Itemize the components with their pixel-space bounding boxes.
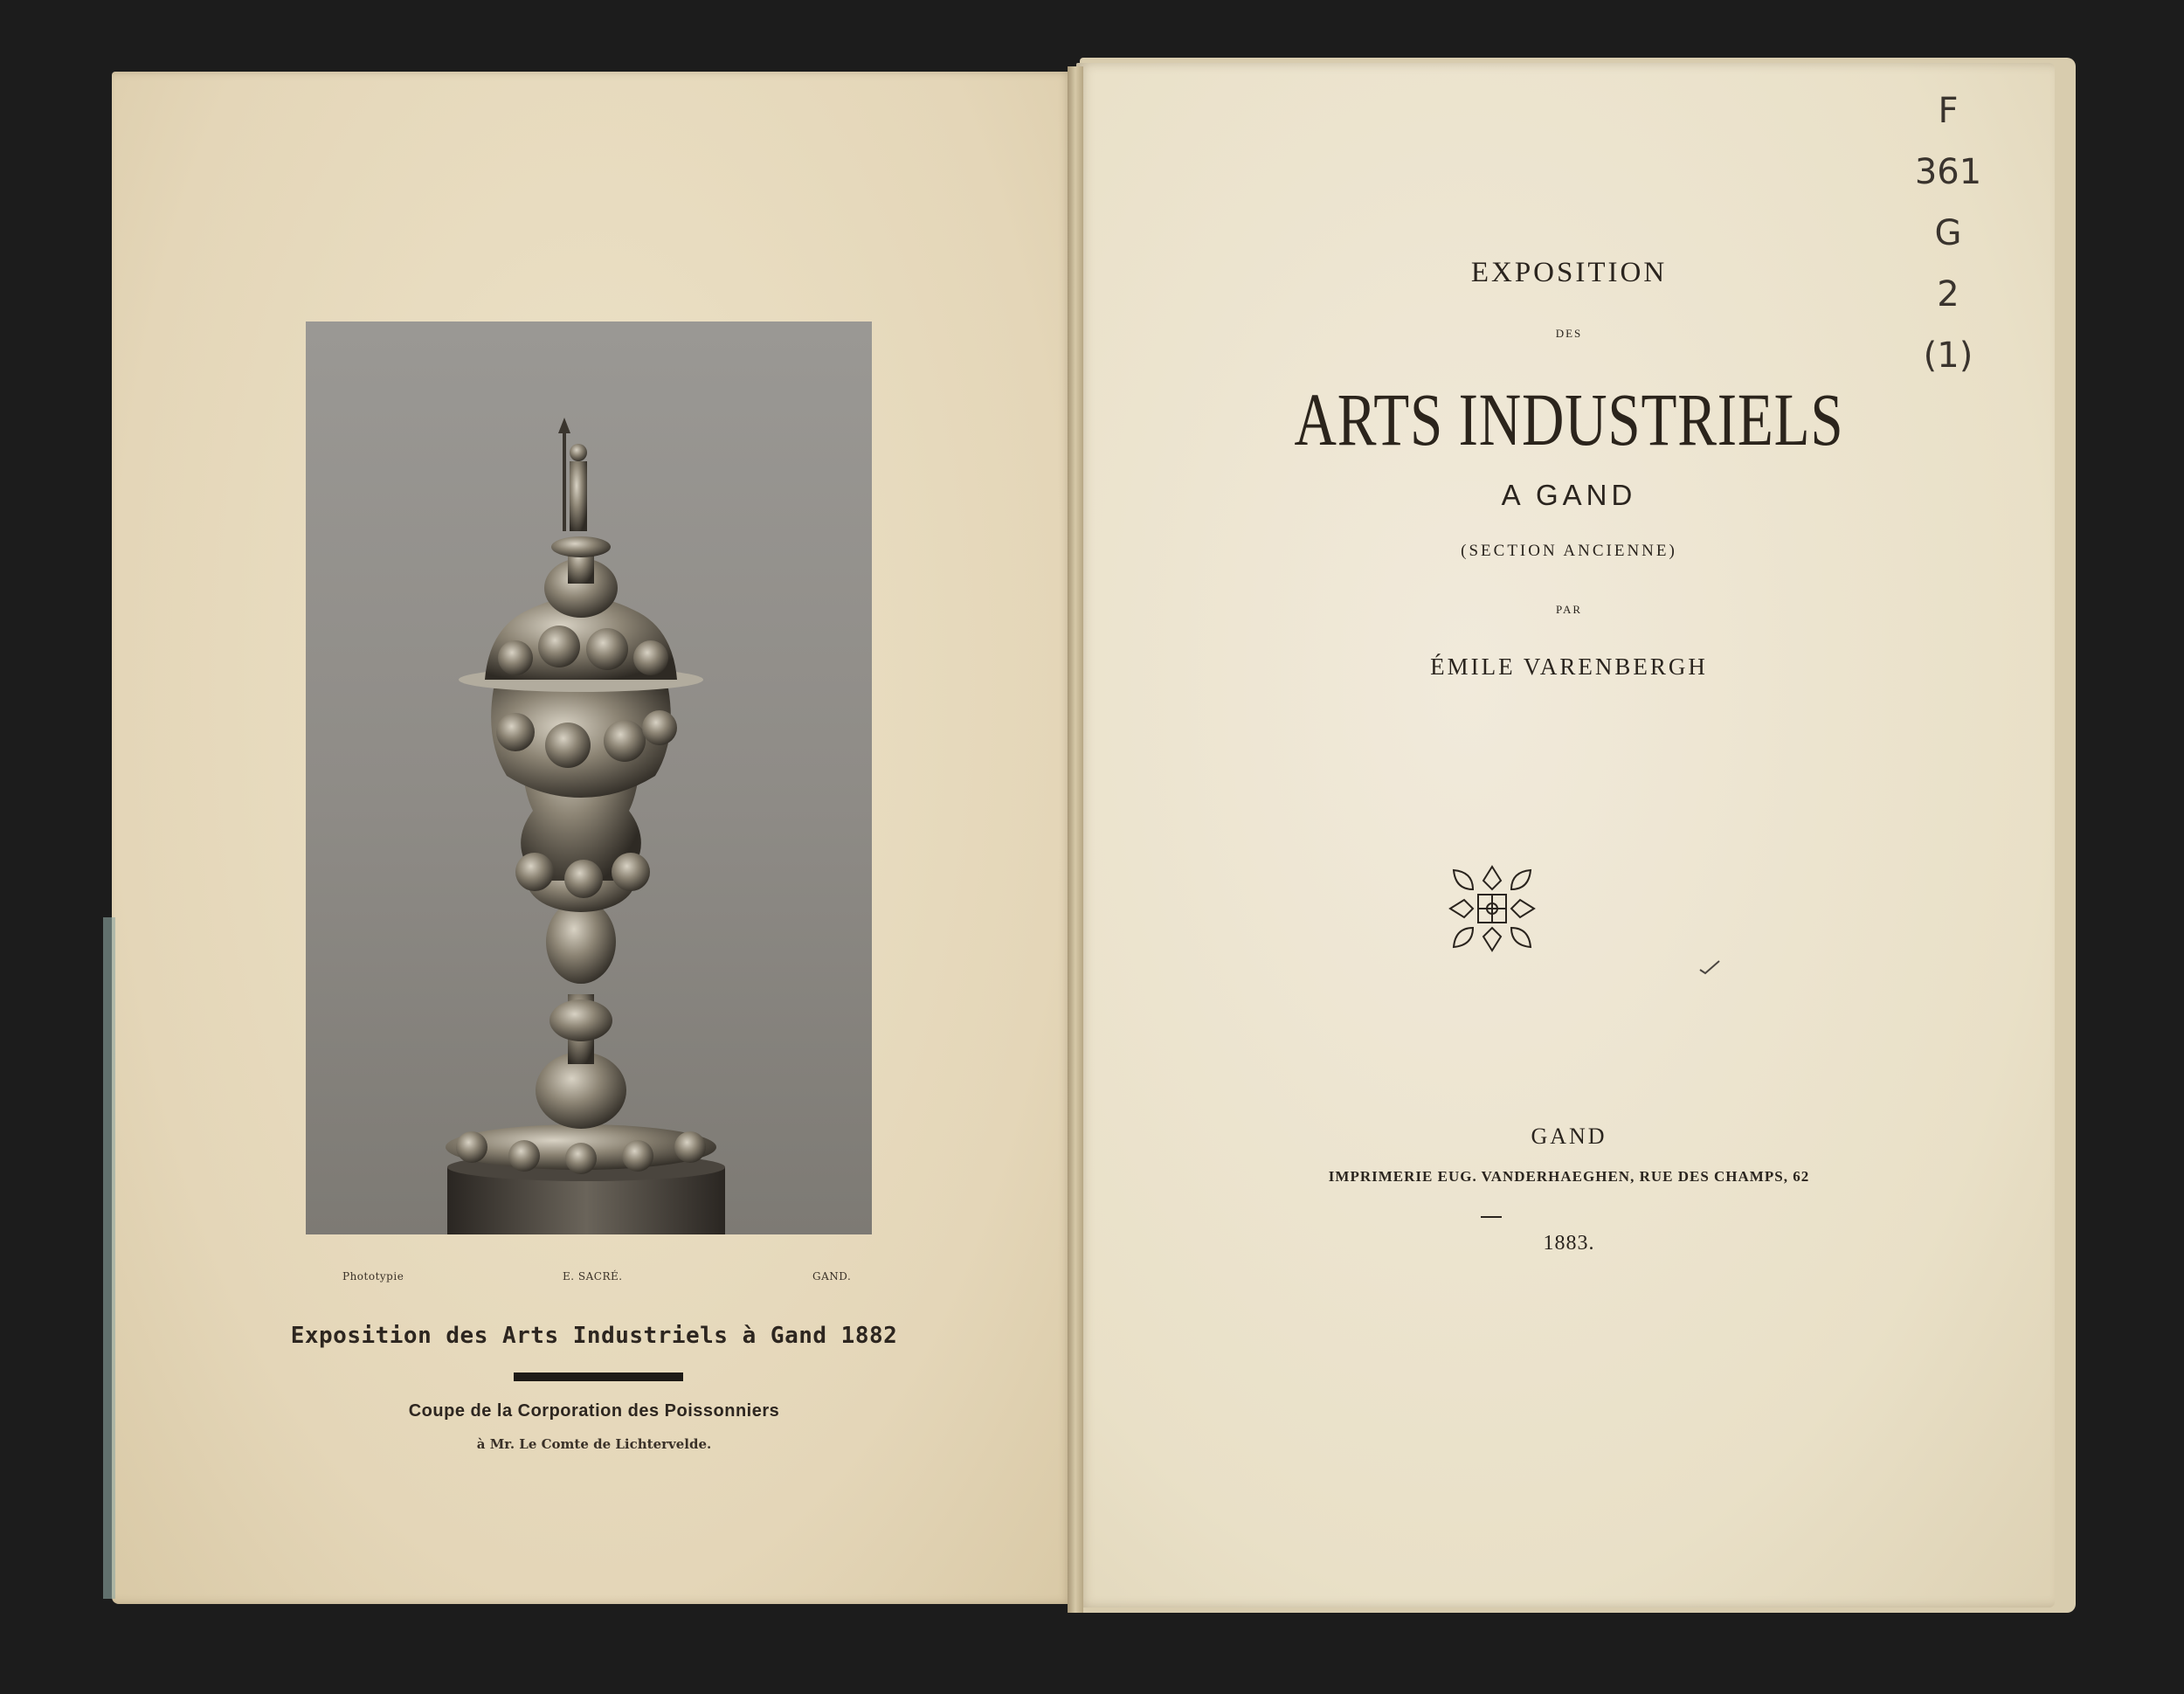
photo-credit-technique: Phototypie (342, 1270, 404, 1283)
title-main: ARTS INDUSTRIELS (1294, 377, 1844, 461)
title-exposition: EXPOSITION (1470, 257, 1668, 288)
plate-owner: à Mr. Le Comte de Lichtervelde. (476, 1436, 712, 1452)
pencil-check-mark-icon (1698, 959, 1721, 975)
shelfmark-line: 2 (1937, 274, 1959, 315)
shelfmark-line: 361 (1914, 152, 1982, 192)
imprint-dash (1481, 1216, 1502, 1218)
plate-rule (514, 1372, 683, 1381)
goblet-illustration (306, 322, 872, 1234)
cup-photograph (306, 322, 872, 1234)
imprint-printer: IMPRIMERIE EUG. VANDERHAEGHEN, RUE DES CHAMPS, 62 (1328, 1168, 1810, 1185)
title-par: PAR (1555, 603, 1583, 616)
plate-title: Exposition des Arts Industriels à Gand 1882 (290, 1323, 898, 1349)
author-name: ÉMILE VARENBERGH (1430, 653, 1708, 680)
book-gutter (1068, 66, 1083, 1613)
shelfmark-line: F (1938, 91, 1959, 131)
imprint-year: 1883. (1543, 1232, 1595, 1255)
plate-caption: Coupe de la Corporation des Poissonniers (408, 1401, 780, 1421)
shelfmark-line: G (1934, 213, 1962, 253)
title-des: DES (1555, 327, 1583, 340)
page-edge-tint (103, 917, 115, 1599)
imprint-city: GAND (1531, 1124, 1607, 1149)
photo-credit-photographer: E. SACRÉ. (563, 1270, 623, 1283)
title-section: (SECTION ANCIENNE) (1461, 542, 1677, 560)
shelfmark-line: (1) (1923, 335, 1973, 376)
photo-credit-city: GAND. (812, 1270, 852, 1283)
handwritten-shelfmark (1896, 80, 2001, 386)
title-location: A GAND (1501, 479, 1637, 511)
printers-ornament-icon (1447, 863, 1538, 954)
